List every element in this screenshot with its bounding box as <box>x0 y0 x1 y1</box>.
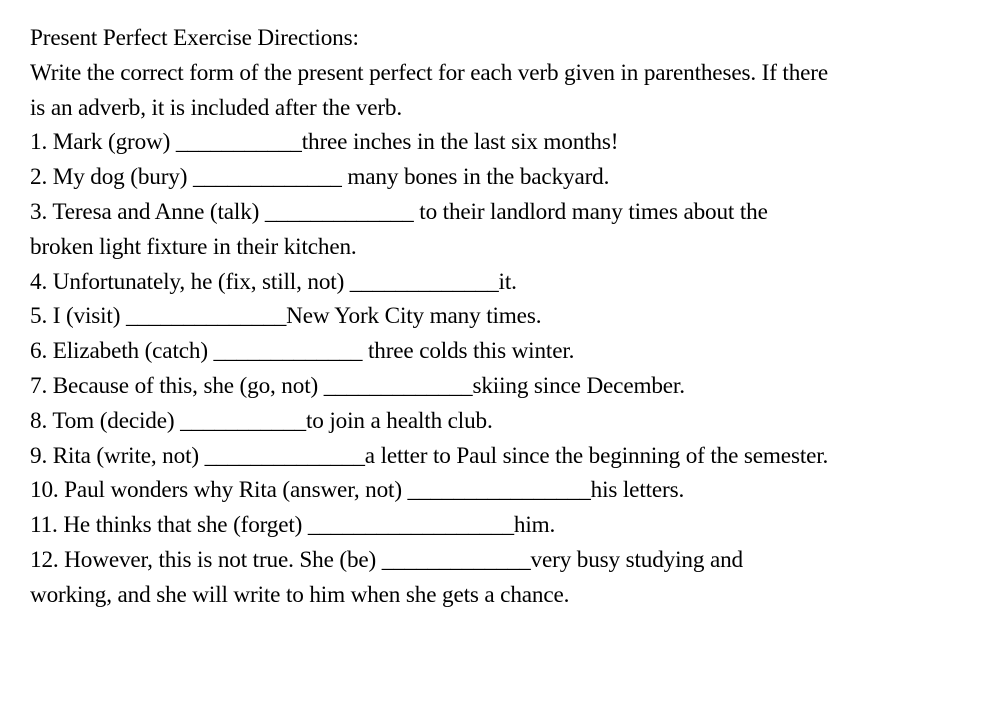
exercise-document <box>30 21 980 613</box>
exercise-item-3-continued: broken light fixture in their kitchen. <box>30 233 357 260</box>
exercise-item-8: 8. Tom (decide) ___________to join a health club. <box>30 407 493 434</box>
exercise-item-7: 7. Because of this, she (go, not) _____________skiing since December. <box>30 372 685 399</box>
exercise-item-6: 6. Elizabeth (catch) _____________ three colds this winter. <box>30 338 575 365</box>
exercise-item-5: 5. I (visit) ______________New York City many times. <box>30 303 542 330</box>
exercise-item-4: 4. Unfortunately, he (fix, still, not) _____________it. <box>30 268 517 295</box>
exercise-item-11: 11. He thinks that she (forget) __________________him. <box>30 512 556 539</box>
directions-text: Write the correct form of the present perfect for each verb given in parentheses. If there <box>30 59 829 86</box>
exercise-item-12: 12. However, this is not true. She (be) _____________very busy studying and <box>30 546 743 573</box>
exercise-item-1: 1. Mark (grow) ___________three inches in the last six months! <box>30 129 619 156</box>
exercise-item-9: 9. Rita (write, not) ______________a letter to Paul since the beginning of the semester. <box>30 442 829 469</box>
document-title: Present Perfect Exercise Directions: <box>30 25 359 51</box>
exercise-item-2: 2. My dog (bury) _____________ many bones in the backyard. <box>30 164 610 191</box>
directions-text: is an adverb, it is included after the verb. <box>30 94 402 121</box>
exercise-item-10: 10. Paul wonders why Rita (answer, not) ________________his letters. <box>30 477 685 504</box>
exercise-item-3: 3. Teresa and Anne (talk) _____________ to their landlord many times about the <box>30 198 768 225</box>
exercise-item-12-continued: working, and she will write to him when she gets a chance. <box>30 581 570 608</box>
